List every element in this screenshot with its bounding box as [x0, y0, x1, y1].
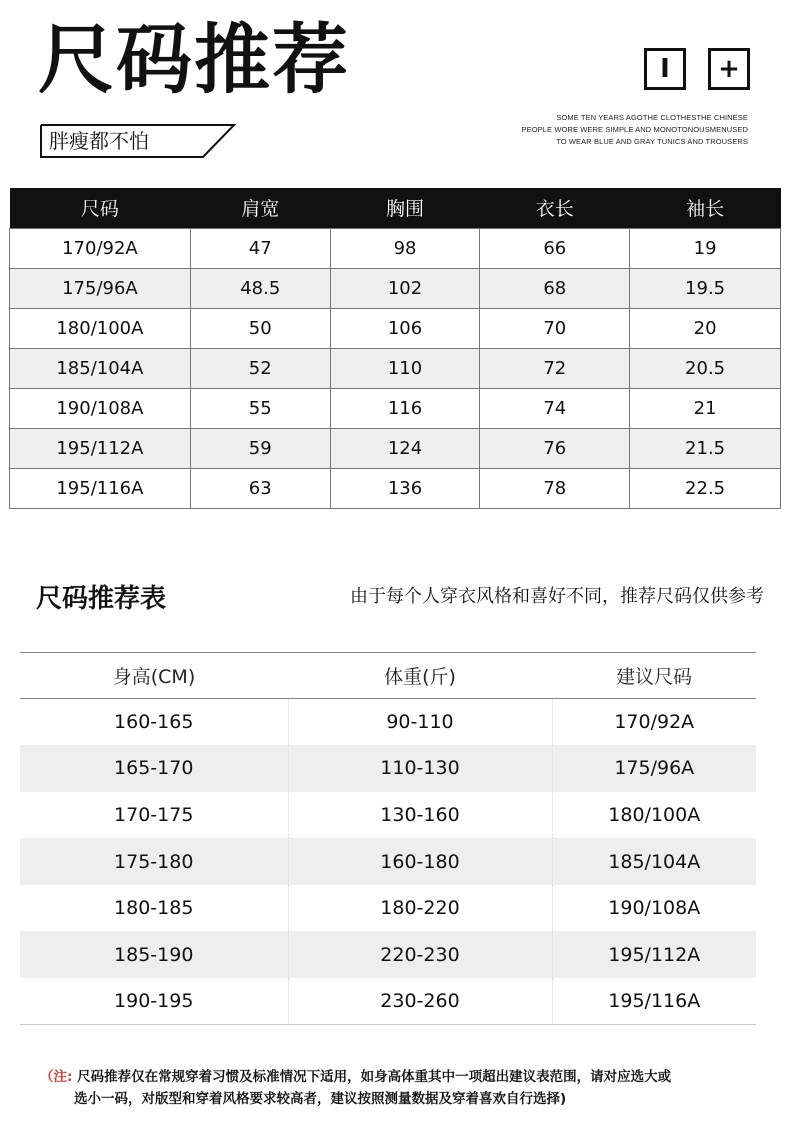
- table-row: [20, 745, 756, 792]
- shoulder-cell: 59: [190, 428, 330, 468]
- size-table-header: [10, 188, 781, 228]
- chest-cell: 110: [330, 348, 480, 388]
- height-cell: 180-185: [114, 897, 194, 920]
- english-caption: [522, 112, 748, 148]
- table-row: [10, 268, 781, 308]
- size-cell: 195/112A: [10, 428, 191, 468]
- i-mark-icon: [644, 48, 686, 90]
- recommendation-note: 由于每个人穿衣风格和喜好不同，推荐尺码仅供参考: [350, 586, 764, 607]
- sleeve-cell: 20.5: [630, 348, 781, 388]
- length-cell: 66: [480, 228, 630, 268]
- length-cell: 78: [480, 468, 630, 508]
- shoulder-cell: 48.5: [190, 268, 330, 308]
- table-row: [10, 308, 781, 348]
- column-header: 袖长: [630, 188, 781, 228]
- column-header: 体重(斤): [288, 653, 552, 699]
- height-cell: 190-195: [20, 978, 288, 1025]
- chest-cell: 98: [330, 228, 480, 268]
- table-row: [10, 428, 781, 468]
- footnote-prefix: （注:: [40, 1069, 73, 1085]
- table-row: [10, 228, 781, 268]
- chest-cell: 124: [330, 428, 480, 468]
- size-cell: 185/104A: [10, 348, 191, 388]
- weight-cell: 130-160: [288, 792, 552, 839]
- shoulder-cell: 47: [190, 228, 330, 268]
- table-row: [20, 838, 756, 885]
- column-header: 身高(CM): [20, 653, 288, 699]
- i-mark-glyph: I: [660, 54, 670, 84]
- footnote-line-1: [40, 1066, 760, 1088]
- english-line: SOME TEN YEARS AGOTHE CLOTHESTHE CHINESE: [556, 113, 748, 122]
- table-row: [20, 885, 756, 932]
- chest-cell: 116: [330, 388, 480, 428]
- shoulder-cell: 55: [190, 388, 330, 428]
- shoulder-cell: 63: [190, 468, 330, 508]
- table-row: [10, 348, 781, 388]
- shoulder-cell: 52: [190, 348, 330, 388]
- weight-cell: 220-230: [288, 931, 552, 978]
- chest-cell: 102: [330, 268, 480, 308]
- recommendation-table: [20, 652, 756, 1025]
- height-cell: 185-190: [20, 931, 288, 978]
- height-cell: 160-165: [114, 711, 194, 734]
- sleeve-cell: 20: [630, 308, 781, 348]
- table-row: [10, 388, 781, 428]
- weight-cell: 180-220: [288, 885, 552, 932]
- table-row: [20, 931, 756, 978]
- column-header: 胸围: [330, 188, 480, 228]
- suggested-size-cell: 175/96A: [552, 745, 756, 792]
- sleeve-cell: 22.5: [630, 468, 781, 508]
- suggested-size-cell: 195/112A: [552, 931, 756, 978]
- weight-cell: 90-110: [288, 699, 552, 746]
- footnote-line-2: [40, 1088, 760, 1110]
- sleeve-cell: 21.5: [630, 428, 781, 468]
- chest-cell: 136: [330, 468, 480, 508]
- sleeve-cell: 19.5: [630, 268, 781, 308]
- table-row: [20, 699, 756, 746]
- column-header: 建议尺码: [552, 653, 756, 699]
- weight-cell: 230-260: [288, 978, 552, 1025]
- column-header: 肩宽: [190, 188, 330, 228]
- sleeve-cell: 21: [630, 388, 781, 428]
- tagline-text: 胖瘦都不怕: [49, 129, 149, 153]
- size-cell: 180/100A: [10, 308, 191, 348]
- suggested-size-cell: 180/100A: [608, 803, 701, 826]
- size-cell: 195/116A: [10, 468, 191, 508]
- length-cell: 68: [480, 268, 630, 308]
- weight-cell: 110-130: [288, 745, 552, 792]
- size-cell: 170/92A: [10, 228, 191, 268]
- shoulder-cell: 50: [190, 308, 330, 348]
- footnote-text-2: 选小一码，对版型和穿着风格要求较高者，建议按照测量数据及穿着喜欢自行选择): [74, 1091, 567, 1107]
- length-cell: 72: [480, 348, 630, 388]
- length-cell: 70: [480, 308, 630, 348]
- footnote: [40, 1066, 760, 1110]
- english-line: PEOPLE WORE WERE SIMPLE AND MONOTONOUSMENUSED: [521, 125, 748, 134]
- suggested-size-cell: 195/116A: [552, 978, 756, 1025]
- chest-cell: 106: [330, 308, 480, 348]
- suggested-size-cell: 190/108A: [608, 897, 701, 920]
- weight-cell: 160-180: [288, 838, 552, 885]
- plus-mark-glyph: +: [718, 54, 740, 84]
- recommendation-header: [20, 653, 756, 699]
- english-line: TO WEAR BLUE AND GRAY TUNICS AND TROUSERS: [556, 137, 748, 146]
- sleeve-cell: 19: [630, 228, 781, 268]
- height-cell: 165-170: [20, 745, 288, 792]
- size-table: [9, 188, 781, 509]
- height-cell: 170-175: [114, 803, 194, 826]
- size-cell: 190/108A: [10, 388, 191, 428]
- size-cell: 175/96A: [10, 268, 191, 308]
- plus-mark-icon: [708, 48, 750, 90]
- column-header: 尺码: [10, 188, 191, 228]
- column-header: 衣长: [480, 188, 630, 228]
- page-title: 尺码推荐: [38, 15, 350, 104]
- table-row: [20, 978, 756, 1025]
- suggested-size-cell: 170/92A: [614, 711, 695, 734]
- footnote-text-1: 尺码推荐仅在常规穿着习惯及标准情况下适用，如身高体重其中一项超出建议表范围，请对应选大或: [77, 1069, 672, 1085]
- table-row: [10, 468, 781, 508]
- table-row: [20, 792, 756, 839]
- length-cell: 74: [480, 388, 630, 428]
- height-cell: 175-180: [20, 838, 288, 885]
- suggested-size-cell: 185/104A: [552, 838, 756, 885]
- length-cell: 76: [480, 428, 630, 468]
- tagline-badge: [40, 124, 236, 158]
- recommendation-title: 尺码推荐表: [36, 584, 167, 614]
